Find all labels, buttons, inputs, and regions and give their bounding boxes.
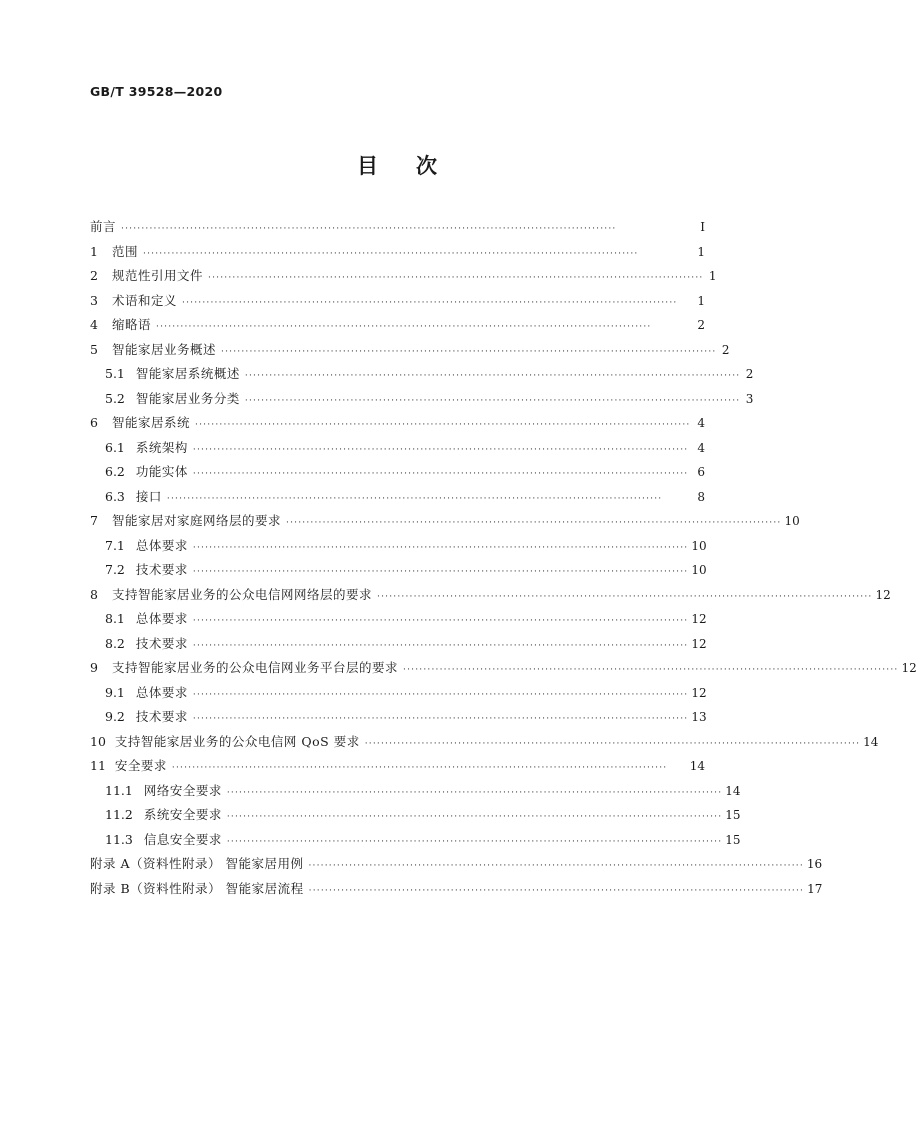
toc-page-number: 1 <box>697 244 705 259</box>
toc-page-number: 10 <box>784 514 800 528</box>
toc-entry[interactable] <box>90 289 705 314</box>
toc-page-number: 1 <box>708 269 717 283</box>
toc-entry-title: 接口 <box>135 488 162 504</box>
toc-page-number: 12 <box>901 661 917 675</box>
toc-entry[interactable] <box>90 485 705 510</box>
toc-entry-title: 信息安全要求 <box>143 831 222 847</box>
toc-dot-leader: ·························································································································· <box>192 567 689 577</box>
toc-entry-number: 11.3 <box>105 831 133 847</box>
toc-entry-number: 6.3 <box>105 488 125 504</box>
toc-dot-leader: ·························································································································· <box>244 395 741 406</box>
toc-entry[interactable] <box>90 264 717 289</box>
toc-entry[interactable] <box>90 558 705 583</box>
toc-page-number: 12 <box>691 636 707 651</box>
toc-page-number: 2 <box>697 318 705 332</box>
toc-entry-number: 11 <box>90 758 106 773</box>
toc-entry-number: 1 <box>90 243 98 259</box>
toc-page-number: 16 <box>806 857 823 871</box>
toc-page-number: 15 <box>725 832 741 847</box>
toc-entry-number: 7.1 <box>105 537 125 553</box>
toc-entry[interactable] <box>90 779 741 804</box>
toc-entry-number: 9.2 <box>105 709 125 724</box>
toc-entry[interactable] <box>90 313 705 338</box>
toc-entry-title: 规范性引用文件 <box>112 268 204 283</box>
toc-page-number: 12 <box>691 612 707 626</box>
toc-dot-leader: ·························································································································· <box>377 591 873 602</box>
toc-entry-number: 5.2 <box>105 390 125 406</box>
toc-entry-number: 6 <box>90 415 98 430</box>
toc-entry-title: 支持智能家居业务的公众电信网网络层的要求 <box>112 586 373 602</box>
toc-dot-leader: ·························································································································· <box>195 420 691 430</box>
toc-entry[interactable] <box>90 338 730 363</box>
toc-entry-title: 智能家居系统 <box>112 415 191 430</box>
toc-entry-title: 智能家居对家庭网络层的要求 <box>112 513 282 528</box>
toc-entry-number: 9.1 <box>105 684 125 700</box>
toc-dot-leader: ·························································································································· <box>192 616 689 626</box>
toc-entry-title: 智能家居业务概述 <box>112 341 217 357</box>
toc-dot-leader: ·························································································································· <box>308 861 804 871</box>
toc-entry-number: 8.2 <box>105 635 125 651</box>
toc-entry[interactable] <box>90 387 754 412</box>
toc-entry-title: 支持智能家居业务的公众电信网业务平台层的要求 <box>112 660 399 675</box>
toc-entry[interactable] <box>90 411 705 436</box>
toc-dot-leader: ·························································································································· <box>403 665 899 675</box>
toc-entry-number: 9 <box>90 660 98 675</box>
toc-dot-leader: ·························································································································· <box>226 812 723 822</box>
toc-entry[interactable] <box>90 852 823 877</box>
toc-entry-title: 前言 <box>90 219 117 234</box>
toc-entry-number: 4 <box>90 317 98 332</box>
toc-page-number: 14 <box>725 783 741 798</box>
toc-page-number: 2 <box>745 367 754 381</box>
toc-dot-leader: ·························································································································· <box>226 836 723 847</box>
toc-page-number: 4 <box>697 440 705 455</box>
toc-entry[interactable] <box>90 460 705 485</box>
toc-dot-leader: ·························································································································· <box>156 322 652 332</box>
toc-entry-title: 总体要求 <box>135 537 188 553</box>
toc-page-number: 13 <box>691 710 707 724</box>
toc-dot-leader: ·························································································································· <box>226 787 723 798</box>
toc-dot-leader: ·························································································································· <box>166 493 663 504</box>
toc-entry-title: 附录 B（资料性附录） 智能家居流程 <box>90 880 304 896</box>
toc-entry[interactable] <box>90 436 705 461</box>
toc-entry-number: 8 <box>90 586 98 602</box>
toc-dot-leader: ·························································································································· <box>286 518 782 528</box>
toc-entry-title: 系统架构 <box>135 439 188 455</box>
toc-dot-leader: ·························································································································· <box>192 469 689 479</box>
toc-dot-leader: ·························································································································· <box>244 371 741 381</box>
toc-dot-leader: ·························································································································· <box>192 542 689 553</box>
toc-entry-number: 11.2 <box>105 807 133 822</box>
toc-page-number: 6 <box>697 465 705 479</box>
toc-entry-number: 5.1 <box>105 366 125 381</box>
toc-dot-leader: ·························································································································· <box>208 273 704 283</box>
toc-dot-leader: ·························································································································· <box>143 248 639 259</box>
toc-page-number: 8 <box>697 489 705 504</box>
toc-entry-number: 7.2 <box>105 562 125 577</box>
toc-dot-leader: ·························································································································· <box>308 885 805 896</box>
toc-entry-title: 系统安全要求 <box>143 807 222 822</box>
toc-page-number: 17 <box>807 881 823 896</box>
toc-dot-leader: ·························································································································· <box>364 738 861 749</box>
toc-entry-title: 总体要求 <box>135 684 188 700</box>
toc-entry-number: 6.1 <box>105 439 125 455</box>
toc-page-number: 15 <box>725 808 741 822</box>
toc-entry-title: 总体要求 <box>135 611 188 626</box>
toc-entry-title: 技术要求 <box>135 635 188 651</box>
toc-entry-number: 10 <box>90 733 106 749</box>
toc-entry-title: 技术要求 <box>135 709 188 724</box>
page-title: 目次 <box>357 154 475 178</box>
toc-entry-title: 范围 <box>112 243 139 259</box>
toc-entry[interactable] <box>90 632 705 657</box>
toc-page-number: Ⅰ <box>700 220 705 234</box>
toc-entry[interactable] <box>90 215 705 240</box>
toc-dot-leader: ·························································································································· <box>171 763 668 773</box>
toc-entry-title: 支持智能家居业务的公众电信网 QoS 要求 <box>114 733 360 749</box>
toc-entry-number: 8.1 <box>105 611 125 626</box>
toc-entry[interactable] <box>90 240 705 265</box>
toc-entry-number: 11.1 <box>105 782 133 798</box>
toc-entry[interactable] <box>90 754 705 779</box>
toc-dot-leader: ·························································································································· <box>221 346 717 357</box>
toc-dot-leader: ·························································································································· <box>192 689 689 700</box>
toc-entry-title: 附录 A（资料性附录） 智能家居用例 <box>90 856 304 871</box>
toc-entry-title: 安全要求 <box>114 758 167 773</box>
toc-entry[interactable] <box>90 583 891 608</box>
toc-entry[interactable] <box>90 730 879 755</box>
toc-entry-title: 智能家居系统概述 <box>135 366 240 381</box>
toc-entry[interactable] <box>90 509 800 534</box>
toc-entry[interactable] <box>90 534 705 559</box>
toc-page-number: 12 <box>875 587 891 602</box>
toc-page-number: 14 <box>863 734 879 749</box>
toc-entry-title: 技术要求 <box>135 562 188 577</box>
toc-page-number: 2 <box>721 342 730 357</box>
toc-page-number: 12 <box>691 685 707 700</box>
toc-dot-leader: ·························································································································· <box>121 224 617 234</box>
toc-page-number: 3 <box>745 391 754 406</box>
toc-entry-number: 3 <box>90 292 98 308</box>
toc-page-number: 10 <box>691 563 707 577</box>
toc-entry-number: 2 <box>90 268 98 283</box>
toc-dot-leader: ·························································································································· <box>192 444 689 455</box>
toc-entry-title: 网络安全要求 <box>143 782 222 798</box>
toc-entry-title: 术语和定义 <box>112 292 178 308</box>
toc-entry[interactable] <box>90 828 741 853</box>
toc-entry-title: 智能家居业务分类 <box>135 390 240 406</box>
toc-entry[interactable] <box>90 656 917 681</box>
table-of-contents <box>90 215 917 901</box>
standard-code: GB/T 39528—2020 <box>90 84 223 99</box>
toc-entry-title: 功能实体 <box>135 464 188 479</box>
toc-page-number: 4 <box>697 416 705 430</box>
toc-entry[interactable] <box>90 803 741 828</box>
toc-dot-leader: ·························································································································· <box>192 640 689 651</box>
toc-dot-leader: ·························································································································· <box>192 714 689 724</box>
toc-dot-leader: ·························································································································· <box>182 297 678 308</box>
toc-entry[interactable] <box>90 705 705 730</box>
toc-entry-number: 5 <box>90 341 98 357</box>
toc-entry[interactable] <box>90 681 705 706</box>
toc-entry-number: 6.2 <box>105 464 125 479</box>
toc-entry[interactable] <box>90 607 705 632</box>
toc-entry[interactable] <box>90 877 823 902</box>
toc-entry-title: 缩略语 <box>112 317 152 332</box>
toc-entry[interactable] <box>90 362 754 387</box>
toc-entry-number: 7 <box>90 513 98 528</box>
toc-page-number: 1 <box>697 293 705 308</box>
toc-page-number: 10 <box>691 538 707 553</box>
toc-page-number: 14 <box>689 759 705 773</box>
